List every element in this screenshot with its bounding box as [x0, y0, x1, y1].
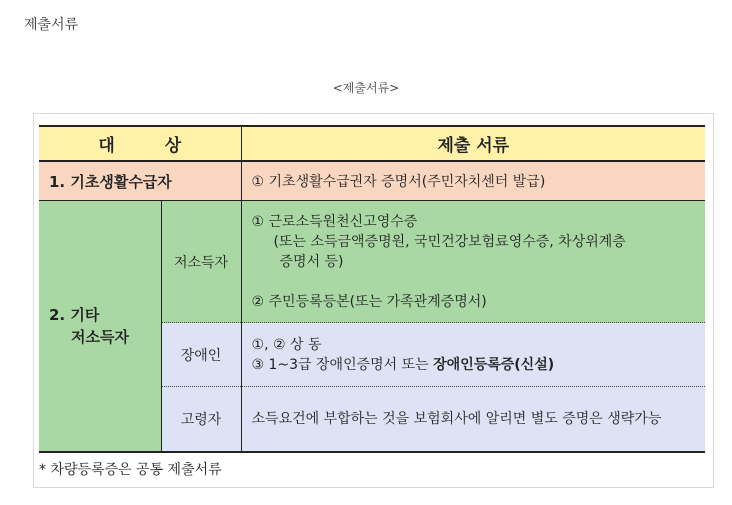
header-documents: 제출 서류: [241, 126, 705, 161]
sub-target-disabled: 장애인: [161, 323, 241, 387]
target-other-low-income: [39, 201, 161, 453]
table-row-low-income: [39, 201, 705, 323]
target-other-line1: 2. 기타: [49, 306, 100, 324]
target-other-line2: 저소득자: [71, 328, 129, 346]
page-title: 제출서류: [24, 17, 79, 33]
header-target: 대 상: [39, 126, 241, 161]
sub-target-low-income: 저소득자: [161, 201, 241, 323]
table-header-row: [39, 126, 705, 161]
doc-disabled-2: ③ 1~3급 장애인증명서 또는: [251, 356, 434, 373]
doc-disabled-2-bold: 장애인등록증(신설): [433, 356, 555, 373]
doc-elderly: 소득요건에 부합하는 것을 보험회사에 알리면 별도 증명은 생략가능: [241, 387, 705, 453]
target-basic-livelihood: 1. 기초생활수급자: [39, 161, 241, 201]
documents-table: [39, 125, 705, 453]
doc-low-income-2: ② 주민등록등본(또는 가족관계증명서): [251, 293, 487, 310]
doc-low-income: [241, 201, 705, 323]
doc-disabled-1: ①, ② 상 동: [251, 336, 322, 353]
table-caption: <제출서류>: [332, 81, 400, 95]
sub-target-elderly: 고령자: [161, 387, 241, 453]
footnote: * 차량등록증은 공통 제출서류: [39, 462, 222, 478]
doc-disabled: [241, 323, 705, 387]
doc-basic-livelihood: ① 기초생활수급권자 증명서(주민자치센터 발급): [241, 161, 705, 201]
doc-low-income-alt-2: 증명서 등): [279, 253, 344, 270]
doc-low-income-1: ① 근로소득원천신고영수증: [251, 213, 418, 230]
table-row-basic-livelihood: [39, 161, 705, 201]
doc-low-income-alt-1: (또는 소득금액증명원, 국민건강보험료영수증, 차상위계층: [273, 233, 626, 250]
